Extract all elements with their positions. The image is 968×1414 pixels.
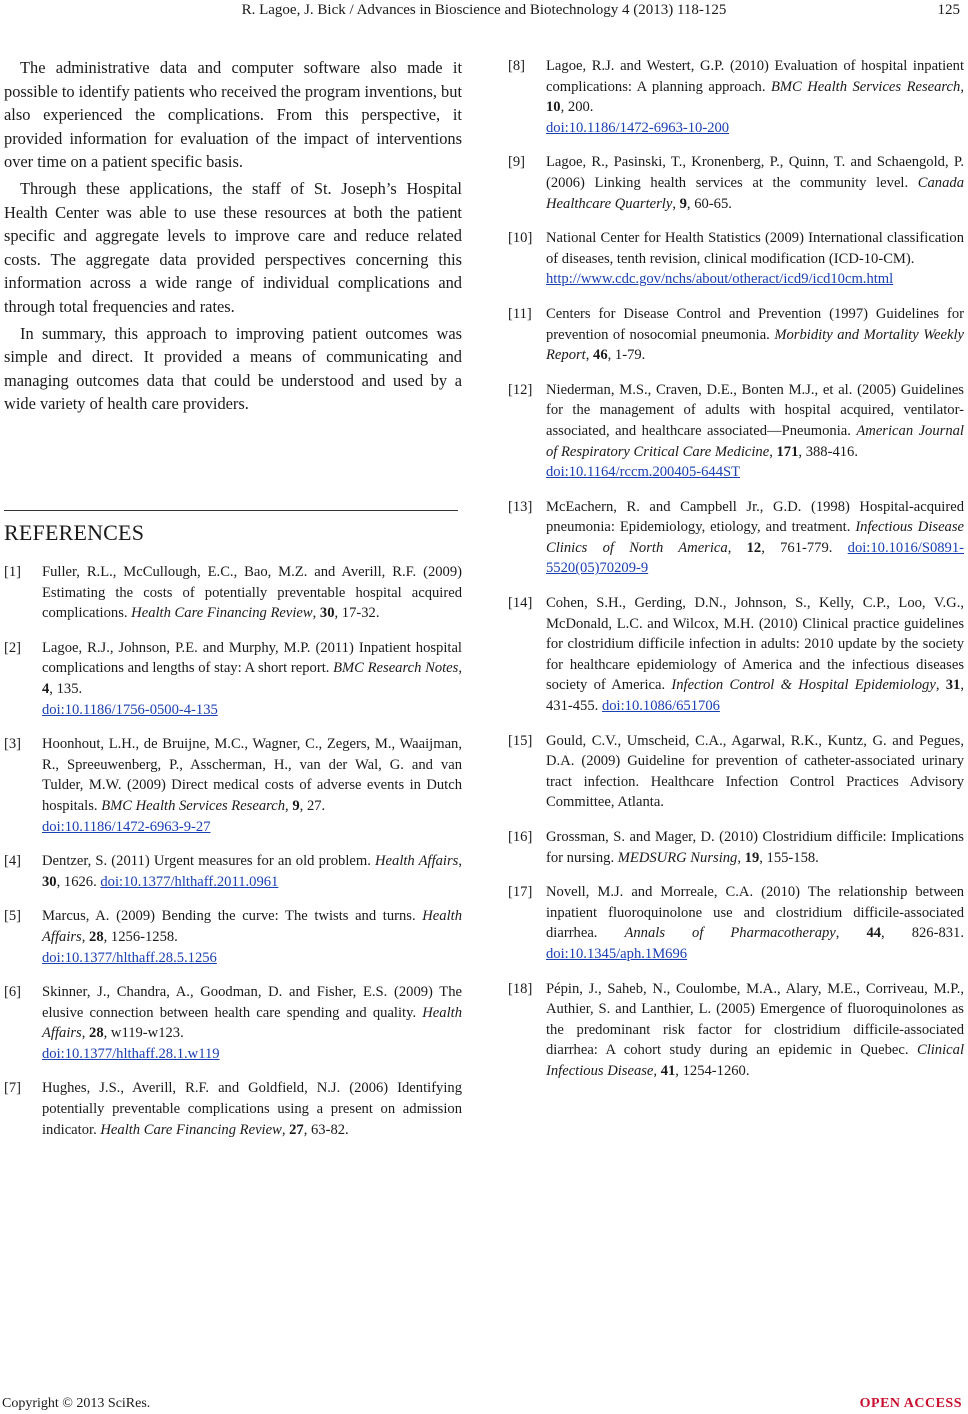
reference-separator: , [835,925,867,942]
reference-authors-title: Skinner, J., Chandra, A., Goodman, D. and Fisher, E.S. (2009) The elusive connection between health care spending and quality. [42,984,462,1021]
reference-item [4,562,462,624]
reference-item [508,228,964,290]
reference-authors-title: McEachern, R. and Campbell Jr., G.D. (1998) Hospital-acquired pneumonia: Epidemiology, etiology, and treatment. [546,498,964,536]
reference-journal: Clinical Infectious Disease [546,1042,964,1079]
reference-authors-title: Novell, M.J. and Morreale, C.A. (2010) The relationship between inpatient fluoroquinolone use and clostridium difficile-associated diarrhea. [546,884,964,942]
reference-pages: , 60-65. [686,195,732,212]
running-title: R. Lagoe, J. Bick / Advances in Bioscience and Biotechnology 4 (2013) 118-125 [241,2,727,18]
reference-number: [4] [4,853,22,870]
reference-number: [17] [508,884,533,901]
reference-doi-link[interactable]: doi:10.1164/rccm.200405-644ST [546,464,741,481]
reference-item [508,380,964,483]
reference-pages: , 1256-1258. [103,928,178,945]
reference-journal: MEDSURG Nursing [617,849,738,866]
reference-number: [2] [4,639,22,656]
reference-item [508,882,964,964]
reference-doi-link[interactable]: doi:10.1345/aph.1M696 [546,945,688,962]
reference-separator: , [458,853,462,870]
reference-text [546,979,964,1082]
reference-number: [15] [508,732,533,749]
reference-journal: BMC Research Notes [333,660,459,677]
reference-text [546,731,964,813]
reference-number: [6] [4,984,22,1001]
reference-text [546,152,964,214]
reference-text [42,638,462,720]
reference-journal: Infection Control & Hospital Epidemiology [671,677,936,694]
reference-authors-title: Hoonhout, L.H., de Bruijne, M.C., Wagner, C., Zegers, M., Waaijman, R., Spreeuwenberg, P., Asscherman, H., van der Wal, G. and van Tulder, M.W. (2009) Direct medical costs of adverse events in Dutch hospitals. [42,736,462,814]
reference-doi-link[interactable]: http://www.cdc.gov/nchs/about/otheract/icd9/icd10cm.html [546,271,894,288]
reference-pages: , 826-831. [881,925,964,942]
reference-text [42,562,462,624]
reference-number: [11] [508,305,532,322]
reference-item [4,638,462,720]
reference-journal: Health Affairs [42,908,462,945]
reference-journal: American Journal of Respiratory Critical Care Medicine [546,422,964,460]
reference-item [508,593,964,717]
reference-volume: 171 [776,443,799,460]
reference-number: [18] [508,980,533,997]
reference-journal: BMC Health Services Research [770,78,961,95]
reference-number: [7] [4,1080,22,1097]
reference-authors-title: Marcus, A. (2009) Bending the curve: The twists and turns. [42,908,423,925]
references-list-left [4,562,462,1154]
reference-pages: , 135. [49,680,83,697]
open-access-label: OPEN ACCESS [859,1396,962,1411]
reference-pages: , 1626. [56,873,101,890]
running-header [0,2,968,22]
references-heading: REFERENCES [4,520,145,545]
reference-text [42,1078,462,1140]
reference-doi-link[interactable]: doi:10.1377/hlthaff.28.5.1256 [42,949,217,966]
reference-number: [3] [4,736,22,753]
reference-journal: Canada Healthcare Quarterly [546,174,964,212]
reference-authors-title: Gould, C.V., Umscheid, C.A., Agarwal, R.K., Kuntz, G. and Pegues, D.A. (2009) Guideline for prevention of catheter-associated urinary tract infection. Healthcare Infection Control Practices Advisory Committee, Atlanta. [546,732,964,811]
reference-separator: , [312,605,320,622]
reference-separator: , [769,443,777,460]
reference-text [42,851,462,892]
reference-volume: 9 [679,195,687,212]
reference-doi-link[interactable]: doi:10.1086/651706 [601,698,720,715]
reference-separator: , [585,347,594,364]
reference-number: [5] [4,908,22,925]
reference-pages: , 27. [299,797,326,814]
reference-pages: , 155-158. [759,849,819,866]
reference-volume: 12 [746,539,762,556]
reference-doi-link[interactable]: doi:10.1186/1472-6963-9-27 [42,818,211,835]
reference-authors-title: Niederman, M.S., Craven, D.E., Bonten M.J., et al. (2005) Guidelines for the management of adults with hospital acquired, ventilator-associated, and healthcare associated—Pneumonia. [546,381,964,439]
copyright-notice: Copyright © 2013 SciRes. [2,1396,151,1411]
reference-number: [1] [4,564,22,580]
reference-separator: , [81,928,90,945]
reference-volume: 27 [289,1121,304,1138]
reference-doi-link[interactable]: doi:10.1377/hlthaff.2011.0961 [100,873,279,890]
reference-item [4,1078,462,1140]
body-paragraph-3: In summary, this approach to improving patient outcomes was simple and direct. It provided a means of communicating and managing outcomes data that could be understood and used by a wide variety of health care providers. [4,323,462,414]
references-list-right [508,56,964,1096]
reference-text [546,56,964,138]
reference-pages: , 1-79. [607,347,646,364]
reference-authors-title: Lagoe, R.J. and Westert, G.P. (2010) Evaluation of hospital inpatient complications: A planning approach. [546,58,964,95]
reference-volume: 28 [89,1025,104,1042]
reference-journal: Annals of Pharmacotherapy [624,925,836,942]
reference-authors-title: Fuller, R.L., McCullough, E.C., Bao, M.Z. and Averill, R.F. (2009) Estimating the costs of potentially preventable hospital acquired complications. [42,564,462,622]
reference-authors-title: Centers for Disease Control and Prevention (1997) Guidelines for prevention of nosocomial pneumonia. [546,305,964,343]
reference-number: [13] [508,498,533,515]
page-number: 125 [937,2,960,18]
reference-item [4,982,462,1064]
reference-text [546,228,964,290]
reference-separator: , [672,195,680,212]
reference-text [42,734,462,837]
reference-journal: Health Care Financing Review [100,1121,282,1138]
reference-separator: , [935,677,946,694]
reference-volume: 41 [660,1062,676,1079]
reference-separator: , [727,539,747,556]
reference-authors-title: Cohen, S.H., Gerding, D.N., Johnson, S., Kelly, C.P., Loo, V.G., McDonald, L.C. and Wilcox, M.H. (2010) Clinical practice guidelines for clostridium difficile infection in adults: 2010 update by the society for healthcare epidemiology of America and the infectious diseases society of America. [546,595,964,694]
section-divider [4,510,458,511]
reference-authors-title: Dentzer, S. (2011) Urgent measures for an old problem. [42,853,375,870]
reference-pages: , 200. [560,99,594,116]
reference-separator: , [653,1062,661,1079]
reference-item [508,731,964,813]
reference-authors-title: Hughes, J.S., Averill, R.F. and Goldfield, N.J. (2006) Identifying potentially preventable complications using a present on admission indicator. [42,1080,462,1138]
reference-pages: , 63-82. [303,1121,349,1138]
reference-pages: , 1254-1260. [675,1062,750,1079]
reference-journal: Morbidity and Mortality Weekly Report [546,326,964,364]
left-column-body [4,56,462,419]
reference-text [546,497,964,579]
reference-volume: 4 [42,680,50,697]
reference-doi-link[interactable]: doi:10.1186/1472-6963-10-200 [546,119,730,136]
reference-volume: 28 [89,928,104,945]
reference-number: [14] [508,595,533,612]
reference-separator: , [81,1025,90,1042]
reference-item [4,906,462,968]
reference-volume: 31 [945,677,961,694]
reference-pages: , 431-455. [546,677,964,715]
reference-text [42,906,462,968]
reference-separator: , [285,797,293,814]
reference-pages: , 388-416. [798,443,858,460]
reference-item [508,152,964,214]
reference-authors-title: National Center for Health Statistics (2009) International classification of diseases, tenth revision, clinical modification (ICD-10-CM). [546,230,964,267]
reference-authors-title: Lagoe, R.J., Johnson, P.E. and Murphy, M.P. (2011) Inpatient hospital complications and lengths of stay: A short report. [42,639,462,677]
reference-item [4,851,462,892]
reference-journal: Health Affairs [375,853,459,870]
reference-item [508,304,964,366]
reference-pages: , w119-w123. [103,1025,184,1042]
reference-volume: 44 [866,925,882,942]
reference-journal: Infectious Disease Clinics of North America [546,519,964,556]
reference-volume: 30 [42,873,57,890]
reference-volume: 9 [292,797,300,814]
reference-item [508,497,964,579]
reference-volume: 10 [546,99,561,116]
reference-text [546,882,964,964]
reference-volume: 46 [593,347,608,364]
reference-text [546,593,964,717]
reference-text [546,304,964,366]
reference-journal: BMC Health Services Research [101,797,286,814]
reference-doi-link[interactable]: doi:10.1186/1756-0500-4-135 [42,701,218,718]
reference-number: [8] [508,58,526,74]
reference-authors-title: Pépin, J., Saheb, N., Coulombe, M.A., Alary, M.E., Corriveau, M.P., Authier, S. and Lanthier, L. (2005) Emergence of fluoroquinolones as the predominant risk factor for clostridium difficile-associated diarrhea: A cohort study during an epidemic in Quebec. [546,980,964,1059]
reference-journal: Health Affairs [42,1004,462,1042]
reference-authors-title: Lagoe, R., Pasinski, T., Kronenberg, P., Quinn, T. and Schaengold, P. (2006) Linking health services at the community level. [546,154,964,191]
reference-number: [10] [508,230,533,247]
reference-pages: , 17-32. [334,605,380,622]
reference-text [546,380,964,483]
reference-separator: , [960,78,964,95]
reference-number: [12] [508,381,533,398]
reference-journal: Health Care Financing Review [131,605,313,622]
reference-separator: , [458,660,462,677]
body-paragraph-2: Through these applications, the staff of St. Joseph’s Hospital Health Center was able to use these resources at both the patient specific and aggregate levels to improve care and reduce related costs. The aggregate data provided perspectives concerning this information across a wide range of individual complications and through total frequencies and rates. [4,178,462,316]
reference-number: [16] [508,829,533,845]
reference-volume: 19 [744,849,760,866]
reference-number: [9] [508,154,526,171]
body-paragraph-1: The administrative data and computer software also made it possible to identify patients who received the program inventions, but also experienced the complications. From this perspective, it provided information for evaluation of the impact of interventions over time on a patient specific basis. [4,58,462,172]
reference-doi-link[interactable]: doi:10.1016/S0891-5520(05)70209-9 [546,539,965,577]
reference-item [508,56,964,138]
reference-volume: 30 [319,605,335,622]
reference-doi-link[interactable]: doi:10.1377/hlthaff.28.1.w119 [42,1045,220,1062]
reference-item [508,979,964,1082]
reference-item [508,827,964,868]
reference-item [4,734,462,837]
reference-authors-title: Grossman, S. and Mager, D. (2010) Clostridium difficile: Implications for nursing. [546,829,964,866]
reference-separator: , [737,849,745,866]
reference-text [546,827,964,868]
reference-pages: , 761-779. [761,539,848,556]
reference-separator: , [281,1121,290,1138]
reference-text [42,982,462,1064]
